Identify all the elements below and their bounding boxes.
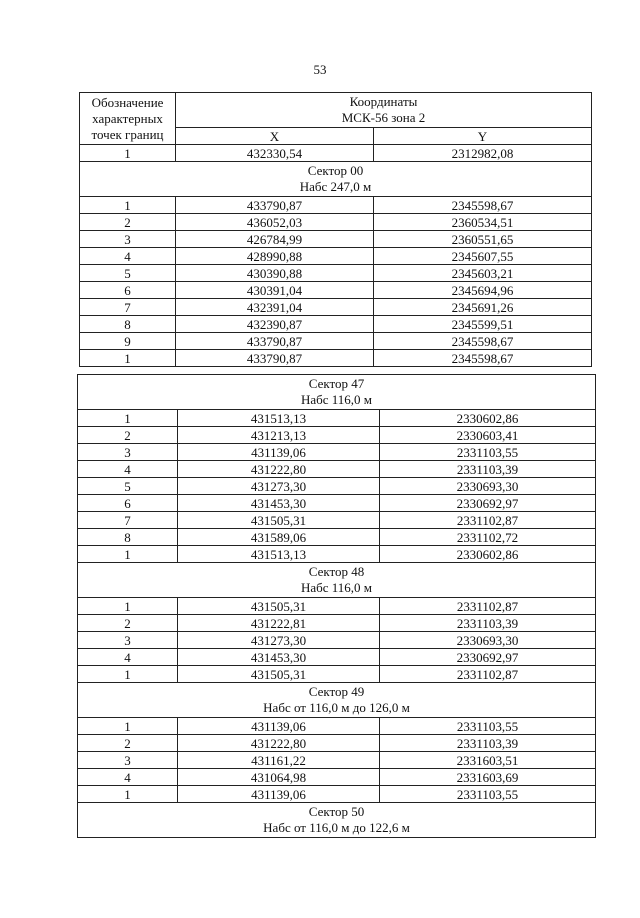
y-value: 2345598,67: [374, 350, 592, 367]
y-value: 2331102,87: [380, 598, 596, 615]
x-value: 431513,13: [178, 410, 380, 427]
y-value: 2330692,97: [380, 649, 596, 666]
coordinate-system: МСК-56 зона 2: [341, 110, 426, 125]
y-value: 2331103,39: [380, 735, 596, 752]
point-designation-header: [80, 93, 176, 145]
sector-header-row: [78, 375, 596, 410]
y-value: 2330602,86: [380, 546, 596, 563]
sector-header: [78, 683, 596, 718]
table-row: [80, 316, 592, 333]
y-value: 2331103,39: [380, 461, 596, 478]
table-row: [80, 299, 592, 316]
sector-height: Набс 116,0 м: [300, 392, 373, 407]
point-number: 1: [78, 410, 178, 427]
x-value: 433790,87: [176, 333, 374, 350]
x-value: 431513,13: [178, 546, 380, 563]
y-value: 2330693,30: [380, 478, 596, 495]
table-row: [78, 735, 596, 752]
point-number: 1: [80, 197, 176, 214]
table-row: [80, 214, 592, 231]
table-row: [80, 231, 592, 248]
y-value: 2345694,96: [374, 282, 592, 299]
x-value: 433790,87: [176, 350, 374, 367]
x-value: 431453,30: [178, 649, 380, 666]
point-number: 1: [78, 786, 178, 803]
sector-title: Сектор 50: [308, 804, 365, 819]
sector-header-row: [78, 563, 596, 598]
x-value: 436052,03: [176, 214, 374, 231]
point-number: 1: [80, 145, 176, 162]
point-number: 7: [78, 512, 178, 529]
point-number: 7: [80, 299, 176, 316]
sector-header: [78, 803, 596, 838]
x-value: 431213,13: [178, 427, 380, 444]
point-number: 3: [80, 231, 176, 248]
x-value: 428990,88: [176, 248, 374, 265]
sector-height: Набс от 116,0 м до 122,6 м: [263, 820, 410, 835]
table-row: [78, 495, 596, 512]
table-row: [80, 282, 592, 299]
table-row: [80, 197, 592, 214]
point-number: 3: [78, 752, 178, 769]
y-value: 2330692,97: [380, 495, 596, 512]
table-row: [78, 615, 596, 632]
x-value: 431453,30: [178, 495, 380, 512]
x-value: 431273,30: [178, 478, 380, 495]
sector-height: Набс от 116,0 м до 126,0 м: [263, 700, 410, 715]
y-value: 2345598,67: [374, 197, 592, 214]
table-row: [80, 145, 592, 162]
point-number: 4: [78, 461, 178, 478]
sector-header-row: [80, 162, 592, 197]
x-column-header: X: [176, 128, 374, 145]
table-row: [78, 632, 596, 649]
sector-header: [78, 563, 596, 598]
x-value: 431589,06: [178, 529, 380, 546]
sector-block: [78, 375, 596, 563]
point-number: 3: [78, 632, 178, 649]
point-number: 4: [80, 248, 176, 265]
sector-title: Сектор 00: [307, 163, 364, 178]
x-value: 431161,22: [178, 752, 380, 769]
sector-header: [78, 375, 596, 410]
x-value: 431273,30: [178, 632, 380, 649]
table-row: [78, 410, 596, 427]
y-value: 2345598,67: [374, 333, 592, 350]
x-value: 430391,04: [176, 282, 374, 299]
point-number: 3: [78, 444, 178, 461]
y-value: 2331102,87: [380, 512, 596, 529]
point-number: 2: [78, 427, 178, 444]
x-value: 431222,81: [178, 615, 380, 632]
sector-block: [80, 162, 592, 367]
y-value: 2360534,51: [374, 214, 592, 231]
table-row: [78, 444, 596, 461]
sector-header-row: [78, 803, 596, 838]
sector-block: [78, 563, 596, 683]
y-value: 2331102,87: [380, 666, 596, 683]
coordinates-table-part-2: [77, 374, 596, 838]
point-number: 4: [78, 769, 178, 786]
point-number: 8: [78, 529, 178, 546]
y-value: 2331103,55: [380, 718, 596, 735]
table-row: [78, 478, 596, 495]
point-number: 6: [80, 282, 176, 299]
table-row: [78, 769, 596, 786]
point-number: 8: [80, 316, 176, 333]
sector-block: [78, 803, 596, 838]
x-value: 432330,54: [176, 145, 374, 162]
y-value: 2345607,55: [374, 248, 592, 265]
table-row: [78, 718, 596, 735]
y-value: 2345691,26: [374, 299, 592, 316]
table-row: [78, 546, 596, 563]
y-value: 2330693,30: [380, 632, 596, 649]
y-value: 2331603,51: [380, 752, 596, 769]
header-line-3: точек границ: [91, 126, 164, 142]
x-value: 430390,88: [176, 265, 374, 282]
sector-title: Сектор 47: [308, 376, 365, 391]
header-line-1: Обозначение: [91, 94, 164, 110]
coordinates-table-part-1: [79, 92, 592, 367]
page-number: 53: [313, 62, 327, 77]
x-value: 431139,06: [178, 718, 380, 735]
point-number: 1: [78, 598, 178, 615]
table-row: [78, 598, 596, 615]
x-value: 431139,06: [178, 444, 380, 461]
table-row: [78, 427, 596, 444]
y-value: 2331103,39: [380, 615, 596, 632]
sector-title: Сектор 49: [308, 684, 365, 699]
y-value: 2331103,55: [380, 786, 596, 803]
table-row: [80, 248, 592, 265]
point-number: 1: [78, 718, 178, 735]
point-number: 4: [78, 649, 178, 666]
sector-height: Набс 116,0 м: [300, 580, 373, 595]
x-value: 431139,06: [178, 786, 380, 803]
table-row: [80, 265, 592, 282]
y-column-header: Y: [374, 128, 592, 145]
sector-block: [78, 683, 596, 803]
header-line-2: характерных: [92, 110, 163, 126]
x-value: 431222,80: [178, 461, 380, 478]
sector-header: [80, 162, 592, 197]
point-number: 6: [78, 495, 178, 512]
sector-height: Набс 247,0 м: [299, 179, 372, 194]
table-row: [78, 786, 596, 803]
point-number: 1: [78, 666, 178, 683]
y-value: 2330602,86: [380, 410, 596, 427]
table-row: [80, 350, 592, 367]
coordinates-title: Координаты: [349, 94, 418, 109]
y-value: 2330603,41: [380, 427, 596, 444]
point-number: 2: [78, 615, 178, 632]
point-number: 2: [78, 735, 178, 752]
x-value: 431505,31: [178, 598, 380, 615]
point-number: 1: [78, 546, 178, 563]
table-row: [80, 333, 592, 350]
table-row: [78, 461, 596, 478]
x-value: 431222,80: [178, 735, 380, 752]
y-value: 2360551,65: [374, 231, 592, 248]
x-value: 431064,98: [178, 769, 380, 786]
sector-header-row: [78, 683, 596, 718]
table-row: [78, 529, 596, 546]
table-row: [78, 649, 596, 666]
x-value: 433790,87: [176, 197, 374, 214]
point-number: 2: [80, 214, 176, 231]
point-number: 9: [80, 333, 176, 350]
coordinates-header: [176, 93, 592, 128]
y-value: 2331102,72: [380, 529, 596, 546]
table-row: [78, 752, 596, 769]
x-value: 432390,87: [176, 316, 374, 333]
point-number: 5: [78, 478, 178, 495]
y-value: 2345599,51: [374, 316, 592, 333]
point-number: 5: [80, 265, 176, 282]
point-number: 1: [80, 350, 176, 367]
x-value: 426784,99: [176, 231, 374, 248]
y-value: 2312982,08: [374, 145, 592, 162]
table-row: [78, 666, 596, 683]
sector-title: Сектор 48: [308, 564, 365, 579]
y-value: 2345603,21: [374, 265, 592, 282]
table-row: [78, 512, 596, 529]
x-value: 431505,31: [178, 666, 380, 683]
x-value: 432391,04: [176, 299, 374, 316]
y-value: 2331103,55: [380, 444, 596, 461]
x-value: 431505,31: [178, 512, 380, 529]
y-value: 2331603,69: [380, 769, 596, 786]
